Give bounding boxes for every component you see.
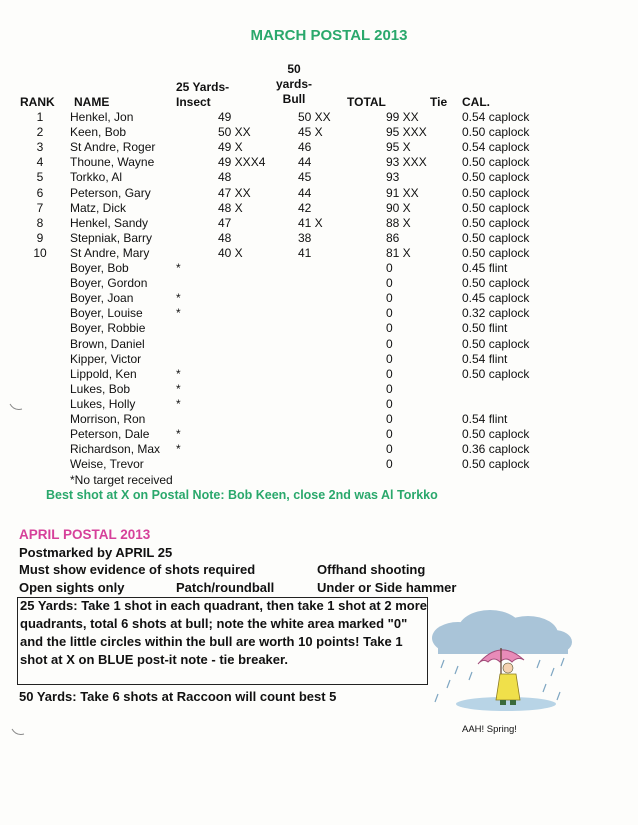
table-row	[0, 201, 638, 216]
name-cell: Boyer, Louise	[70, 306, 143, 321]
requirement-patch: Patch/roundball	[176, 580, 275, 595]
table-row	[0, 382, 638, 397]
table-row	[0, 231, 638, 246]
caliber-cell: 0.50 caplock	[462, 457, 530, 472]
name-cell: Kipper, Victor	[70, 351, 142, 366]
instructions-50-yards: 50 Yards: Take 6 shots at Raccoon will count best 5	[19, 689, 337, 704]
total-cell: 0	[386, 442, 393, 457]
caliber-cell: 0.50 caplock	[462, 276, 530, 291]
no-target-marker: *	[176, 381, 181, 396]
table-row	[0, 412, 638, 427]
caliber-cell: 0.50 caplock	[462, 230, 530, 245]
name-cell: Boyer, Joan	[70, 291, 134, 306]
score-50-yards-cell: 44	[298, 155, 312, 170]
no-target-marker: *	[176, 442, 181, 457]
name-cell: Henkel, Jon	[70, 110, 134, 124]
score-25-yards-cell: 49 X	[218, 140, 243, 155]
rank-cell: 4	[36, 155, 44, 170]
header-tie: Tie	[430, 95, 448, 109]
total-cell: 0	[386, 366, 393, 381]
score-25-yards-cell: 40 X	[218, 245, 243, 260]
table-row	[0, 442, 638, 457]
header-50-yards: 50 yards- Bull	[275, 62, 313, 106]
caliber-cell: 0.50 caplock	[462, 215, 530, 230]
total-cell: 90 X	[386, 200, 411, 215]
footnote: *No target received	[70, 473, 173, 487]
total-cell: 0	[386, 291, 393, 306]
no-target-marker: *	[176, 366, 181, 381]
caliber-cell: 0.50 caplock	[462, 427, 530, 442]
total-cell: 0	[386, 427, 393, 442]
no-target-marker: *	[176, 306, 181, 321]
score-50-yards-cell: 44	[298, 185, 312, 200]
table-row	[0, 155, 638, 170]
table-row	[0, 186, 638, 201]
score-25-yards-cell: 50 XX	[218, 125, 251, 140]
requirement-offhand: Offhand shooting	[317, 562, 426, 577]
total-cell: 95 XXX	[386, 125, 427, 140]
rank-cell: 9	[36, 230, 44, 245]
total-cell: 91 XX	[386, 185, 419, 200]
name-cell: Boyer, Robbie	[70, 321, 146, 336]
rank-cell: 6	[36, 185, 44, 200]
name-cell: Lippold, Ken	[70, 366, 137, 381]
instructions-25-yards: 25 Yards: Take 1 shot in each quadrant, then take 1 shot at 2 more quadrants, total 6 shots at bull; note the white area marked "0" and the little circles within the bull are worth 10 points! Take 1 shot at X on BLUE post-it note - tie breaker.	[20, 598, 427, 667]
table-row	[0, 170, 638, 185]
table-row	[0, 352, 638, 367]
caliber-cell: 0.50 caplock	[462, 185, 530, 200]
no-target-marker: *	[176, 261, 181, 275]
requirement-evidence: Must show evidence of shots required	[19, 562, 256, 577]
postmark-deadline: Postmarked by APRIL 25	[19, 545, 173, 560]
score-50-yards-cell: 38	[298, 230, 312, 245]
caliber-cell: 0.32 caplock	[462, 306, 530, 321]
score-50-yards-cell: 41	[298, 245, 312, 260]
caliber-cell: 0.54 caplock	[462, 110, 530, 124]
rain-umbrella-illustration	[428, 608, 572, 718]
scan-mark-icon	[10, 727, 26, 737]
caliber-cell: 0.54 caplock	[462, 140, 530, 155]
name-cell: Lukes, Holly	[70, 396, 136, 411]
caliber-cell: 0.50 caplock	[462, 336, 530, 351]
name-cell: Boyer, Bob	[70, 261, 129, 275]
rank-cell: 1	[36, 110, 44, 124]
caliber-cell: 0.54 flint	[462, 412, 508, 426]
caliber-cell: 0.36 caplock	[462, 442, 530, 457]
score-50-yards-cell: 46	[298, 140, 312, 155]
table-row	[0, 125, 638, 140]
total-cell: 93	[386, 170, 400, 185]
no-target-marker: *	[176, 427, 181, 442]
caliber-cell: 0.50 caplock	[462, 125, 530, 140]
header-total: TOTAL	[347, 95, 386, 109]
total-cell: 88 X	[386, 215, 411, 230]
name-cell: Matz, Dick	[70, 200, 127, 215]
illustration-caption: AAH! Spring!	[462, 724, 517, 735]
name-cell: Peterson, Gary	[70, 185, 151, 200]
name-cell: Lukes, Bob	[70, 381, 131, 396]
requirement-sights: Open sights only	[19, 580, 125, 595]
name-cell: St Andre, Roger	[70, 140, 156, 155]
table-row	[0, 246, 638, 261]
name-cell: Keen, Bob	[70, 125, 127, 140]
caliber-cell: 0.50 flint	[462, 321, 508, 336]
person-icon	[496, 663, 520, 705]
table-row	[0, 140, 638, 155]
table-row	[0, 261, 638, 276]
caliber-cell: 0.50 caplock	[462, 366, 530, 381]
total-cell: 0	[386, 306, 393, 321]
score-50-yards-cell: 50 XX	[298, 110, 331, 124]
caliber-cell: 0.45 caplock	[462, 291, 530, 306]
caliber-cell: 0.45 flint	[462, 261, 508, 275]
name-cell: Stepniak, Barry	[70, 230, 153, 245]
rank-cell: 2	[36, 125, 44, 140]
caliber-cell: 0.50 caplock	[462, 170, 530, 185]
name-cell: Thoune, Wayne	[70, 155, 155, 170]
score-25-yards-cell: 48 X	[218, 200, 243, 215]
caliber-cell: 0.50 caplock	[462, 200, 530, 215]
caliber-cell: 0.50 caplock	[462, 245, 530, 260]
total-cell: 0	[386, 457, 393, 472]
total-cell: 93 XXX	[386, 155, 427, 170]
rank-cell: 5	[36, 170, 44, 185]
total-cell: 0	[386, 412, 393, 426]
rank-cell: 8	[36, 215, 44, 230]
total-cell: 95 X	[386, 140, 411, 155]
score-50-yards-cell: 41 X	[298, 215, 323, 230]
name-cell: Henkel, Sandy	[70, 215, 149, 230]
caliber-cell: 0.54 flint	[462, 351, 508, 366]
best-shot-note: Best shot at X on Postal Note: Bob Keen, close 2nd was Al Torkko	[46, 488, 438, 502]
table-row	[0, 427, 638, 442]
table-row	[0, 291, 638, 306]
april-title: APRIL POSTAL 2013	[19, 527, 151, 542]
table-row	[0, 367, 638, 382]
total-cell: 0	[386, 381, 393, 396]
no-target-marker: *	[176, 396, 181, 411]
score-50-yards-cell: 45 X	[298, 125, 323, 140]
rank-cell: 10	[33, 245, 47, 260]
table-row	[0, 276, 638, 291]
score-25-yards-cell: 47	[218, 215, 232, 230]
table-row	[0, 216, 638, 231]
name-cell: Boyer, Gordon	[70, 276, 148, 291]
score-25-yards-cell: 49	[218, 110, 232, 124]
table-row	[0, 110, 638, 125]
total-cell: 0	[386, 321, 393, 336]
score-50-yards-cell: 45	[298, 170, 312, 185]
score-50-yards-cell: 42	[298, 200, 312, 215]
total-cell: 0	[386, 351, 393, 366]
rank-cell: 3	[36, 140, 44, 155]
header-cal: CAL.	[462, 95, 490, 109]
total-cell: 86	[386, 230, 400, 245]
requirement-hammer: Under or Side hammer	[317, 580, 457, 595]
march-title: MARCH POSTAL 2013	[250, 27, 408, 44]
total-cell: 0	[386, 261, 393, 275]
name-cell: St Andre, Mary	[70, 245, 150, 260]
table-row	[0, 306, 638, 321]
table-row	[0, 457, 638, 472]
score-25-yards-cell: 48	[218, 230, 232, 245]
total-cell: 0	[386, 336, 393, 351]
score-25-yards-cell: 47 XX	[218, 185, 251, 200]
table-row	[0, 321, 638, 336]
cloud-icon	[432, 610, 572, 654]
total-cell: 0	[386, 276, 393, 291]
total-cell: 99 XX	[386, 110, 419, 124]
header-25-yards: 25 Yards- Insect	[176, 80, 230, 109]
header-name: NAME	[74, 95, 110, 109]
caliber-cell: 0.50 caplock	[462, 155, 530, 170]
total-cell: 0	[386, 396, 393, 411]
score-25-yards-cell: 49 XXX4	[218, 155, 266, 170]
name-cell: Peterson, Dale	[70, 427, 150, 442]
rank-cell: 7	[36, 200, 44, 215]
name-cell: Richardson, Max	[70, 442, 161, 457]
total-cell: 81 X	[386, 245, 411, 260]
table-row	[0, 397, 638, 412]
scan-mark-icon	[8, 402, 24, 412]
no-target-marker: *	[176, 291, 181, 306]
table-row	[0, 337, 638, 352]
header-rank: RANK	[20, 95, 55, 109]
name-cell: Morrison, Ron	[70, 412, 146, 426]
score-25-yards-cell: 48	[218, 170, 232, 185]
name-cell: Torkko, Al	[70, 170, 123, 185]
name-cell: Weise, Trevor	[70, 457, 144, 472]
name-cell: Brown, Daniel	[70, 336, 145, 351]
